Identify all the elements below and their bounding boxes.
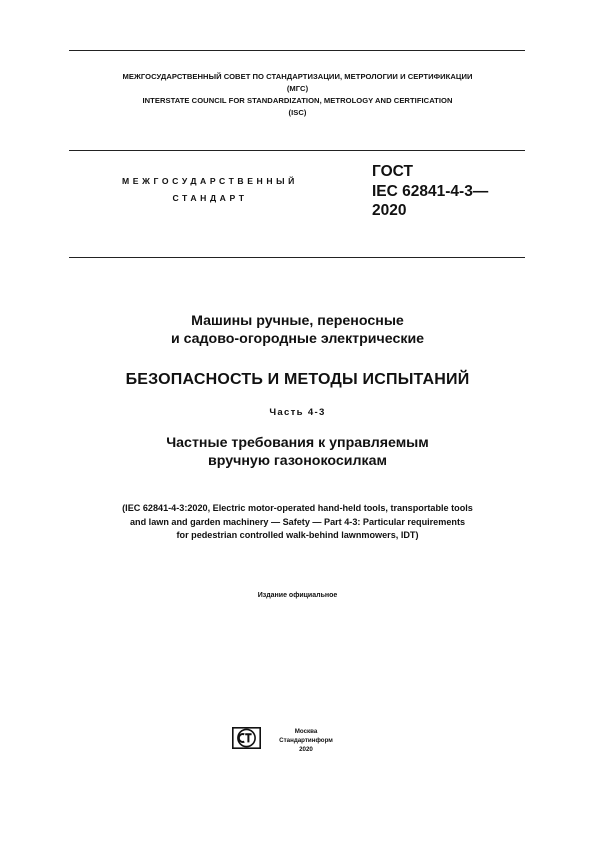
bottom-rule <box>69 257 525 258</box>
standard-number: IEC 62841-4-3— <box>372 182 489 200</box>
part-title-line1: Частные требования к управляемым <box>166 435 429 451</box>
publisher-name: Стандартинформ <box>279 737 333 744</box>
gost-label: ГОСТ <box>372 163 413 180</box>
document-subtitle <box>0 312 595 348</box>
top-rule <box>69 50 525 51</box>
logo-text: СТ <box>332 827 334 828</box>
document-title: БЕЗОПАСНОСТЬ И МЕТОДЫ ИСПЫТАНИЙ <box>125 371 470 388</box>
iec-reference-line1: (IEC 62841-4-3:2020, Electric motor-operated hand-held tools, transportable tools <box>122 503 473 513</box>
council-name-ru: МЕЖГОСУДАРСТВЕННЫЙ СОВЕТ ПО СТАНДАРТИЗАЦИИ, МЕТРОЛОГИИ И СЕРТИФИКАЦИИ <box>122 72 473 81</box>
official-edition: Издание официальное <box>257 592 338 599</box>
standard-type-line2: СТАНДАРТ <box>172 193 248 203</box>
part-number: Часть 4-3 <box>269 407 326 418</box>
part-title-line2: вручную газонокосилкам <box>208 453 387 469</box>
council-header <box>0 71 595 119</box>
publisher-info <box>276 727 336 754</box>
iec-reference <box>0 502 595 543</box>
standard-designation <box>372 162 488 221</box>
standard-year: 2020 <box>372 202 407 219</box>
publisher-year: 2020 <box>299 746 313 753</box>
council-abbr-en: (ISC) <box>288 108 307 117</box>
subtitle-line2: и садово-огородные электрические <box>170 331 425 347</box>
council-name-en: INTERSTATE COUNCIL FOR STANDARDIZATION, METROLOGY AND CERTIFICATION <box>142 96 453 105</box>
iec-reference-line3: for pedestrian controlled walk-behind lawnmowers, IDT) <box>176 530 419 540</box>
subtitle-line1: Машины ручные, переносные <box>191 313 404 329</box>
council-abbr-ru: (МГС) <box>286 84 309 93</box>
iec-reference-line2: and lawn and garden machinery — Safety — Part 4-3: Particular requirements <box>129 516 466 527</box>
middle-rule <box>69 150 525 151</box>
part-title <box>0 434 595 470</box>
publisher-city: Москва <box>294 728 318 735</box>
standard-type <box>60 173 360 207</box>
standard-type-line1: МЕЖГОСУДАРСТВЕННЫЙ <box>122 176 298 186</box>
